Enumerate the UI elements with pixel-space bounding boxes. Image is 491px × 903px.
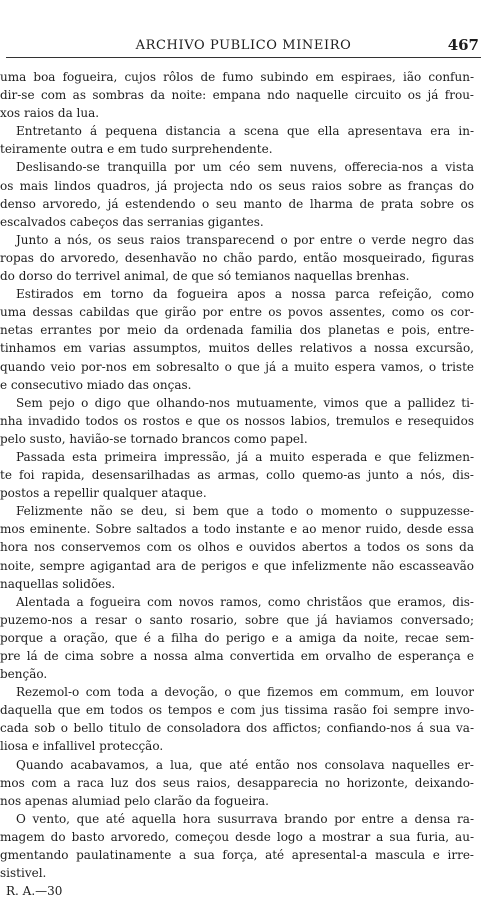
- text-line: daquella que em todos os tempos e com jus tissima rasão foi sempre invo-: [0, 703, 474, 718]
- text-line: mos eminente. Sobre saltados a todo instante e ao menor ruido, desde essa: [0, 522, 474, 537]
- text-line: Quando acabavamos, a lua, que até então nos consolava naquelles er-: [16, 757, 474, 772]
- text-line: Junto a nós, os seus raios transparecend o por entre o verde negro das: [16, 232, 474, 247]
- text-line: Rezemol-o com toda a devoção, o que fizemos em commum, em louvor: [16, 685, 474, 700]
- text-line: liosa e infallivel protecção.: [0, 739, 164, 754]
- text-line: denso arvoredo, já estendendo o seu manto de lharma de prata sobre os: [0, 196, 474, 211]
- signature-mark: R. A.—30: [6, 884, 63, 899]
- text-line: quando veio por-nos em sobresalto o que já a muito espera vamos, o triste: [0, 359, 474, 374]
- text-line: e consecutivo miado das onças.: [0, 377, 192, 392]
- text-line: gmentando paulatinamente a sua força, até apresental-a mascula e irre-: [0, 848, 474, 863]
- text-line: magem do basto arvoredo, começou desde logo a mostrar a sua furia, au-: [0, 829, 474, 844]
- text-line: Passada esta primeira impressão, já a muito esperada e que felizmen-: [16, 449, 474, 464]
- text-line: uma boa fogueira, cujos rôlos de fumo subindo em espiraes, ião confun-: [0, 70, 474, 84]
- text-line: naquellas solidões.: [0, 576, 116, 591]
- text-line: os mais lindos quadros, já projecta ndo os seus raios sobre as franças do: [0, 178, 474, 193]
- page-header: [6, 36, 481, 58]
- text-line: noite, sempre agigantad ara de perigos e que infelizmente não escasseavão: [0, 558, 474, 573]
- text-line: benção.: [0, 667, 48, 682]
- page-number: 467: [447, 36, 479, 54]
- text-line: uma dessas cabildas que girão por entre os povos assentes, como os cor-: [0, 305, 474, 320]
- text-line: teiramente outra e em tudo surprehendente.: [0, 142, 273, 157]
- page-body-text: [0, 68, 474, 900]
- text-line: ropas do arvoredo, desenhavão no chão pardo, então mosqueirado, figuras: [0, 250, 474, 265]
- text-line: mos com a raca luz dos seus raios, desapparecia no horizonte, deixando-: [0, 775, 474, 790]
- text-line: hora nos conservemos com os olhos e ouvidos abertos a todos os sons da: [0, 540, 474, 555]
- header-rule: [6, 57, 481, 58]
- text-line: tinhamos em varias assumptos, muitos delles relativos a nossa excursão,: [0, 341, 474, 356]
- text-line: O vento, que até aquella hora susurrava brando por entre a densa ra-: [16, 811, 474, 826]
- text-line: postos a repellir qualquer ataque.: [0, 486, 207, 501]
- text-line: pre lá de cima sobre a nossa alma convertida em orvalho de esperança e: [0, 649, 474, 663]
- text-line: Entretanto á pequena distancia a scena que ella apresentava era in-: [16, 124, 474, 139]
- text-line: Felizmente não se deu, si bem que a todo o momento o suppuzesse-: [16, 504, 474, 519]
- text-line: netas errantes por meio da ordenada familia dos planetas e pois, entre-: [0, 323, 474, 338]
- text-line: nos apenas alumiad pelo clarão da fogueira.: [0, 793, 269, 808]
- text-line: Sem pejo o digo que olhando-nos mutuamente, vimos que a pallidez ti-: [16, 395, 474, 410]
- text-line: Alentada a fogueira com novos ramos, como christãos que eramos, dis-: [16, 594, 474, 609]
- text-line: sistivel.: [0, 866, 47, 881]
- running-title: ARCHIVO PUBLICO MINEIRO: [135, 38, 352, 53]
- text-line: dir-se com as sombras da noite: empana ndo naquelle circuito os já frou-: [0, 88, 474, 103]
- text-line: pelo susto, havião-se tornado brancos como papel.: [0, 431, 308, 446]
- text-line: porque a oração, que é a filha do perigo e a amiga da noite, recae sem-: [0, 630, 474, 645]
- text-line: te foi rapida, desensarilhadas as armas, collo quemo-as junto a nós, dis-: [0, 468, 474, 483]
- text-line: xos raios da lua.: [0, 106, 100, 121]
- text-line: cada sob o bello titulo de consoladora dos affictos; confiando-nos á sua va-: [0, 721, 474, 736]
- text-line: puzemo-nos a resar o santo rosario, sobre que já haviamos conversado;: [0, 612, 474, 627]
- text-line: do dorso do terrivel animal, de que só temianos naquellas brenhas.: [0, 269, 410, 284]
- text-line: Deslisando-se tranquilla por um céo sem nuvens, offerecia-nos a vista: [16, 160, 474, 175]
- text-line: nha invadido todos os rostos e que os nossos labios, tremulos e resequidos: [0, 413, 474, 428]
- text-line: escalvados cabeços das serranias gigantes.: [0, 214, 264, 229]
- text-line: Estirados em torno da fogueira apos a nossa parca refeição, como: [16, 287, 474, 302]
